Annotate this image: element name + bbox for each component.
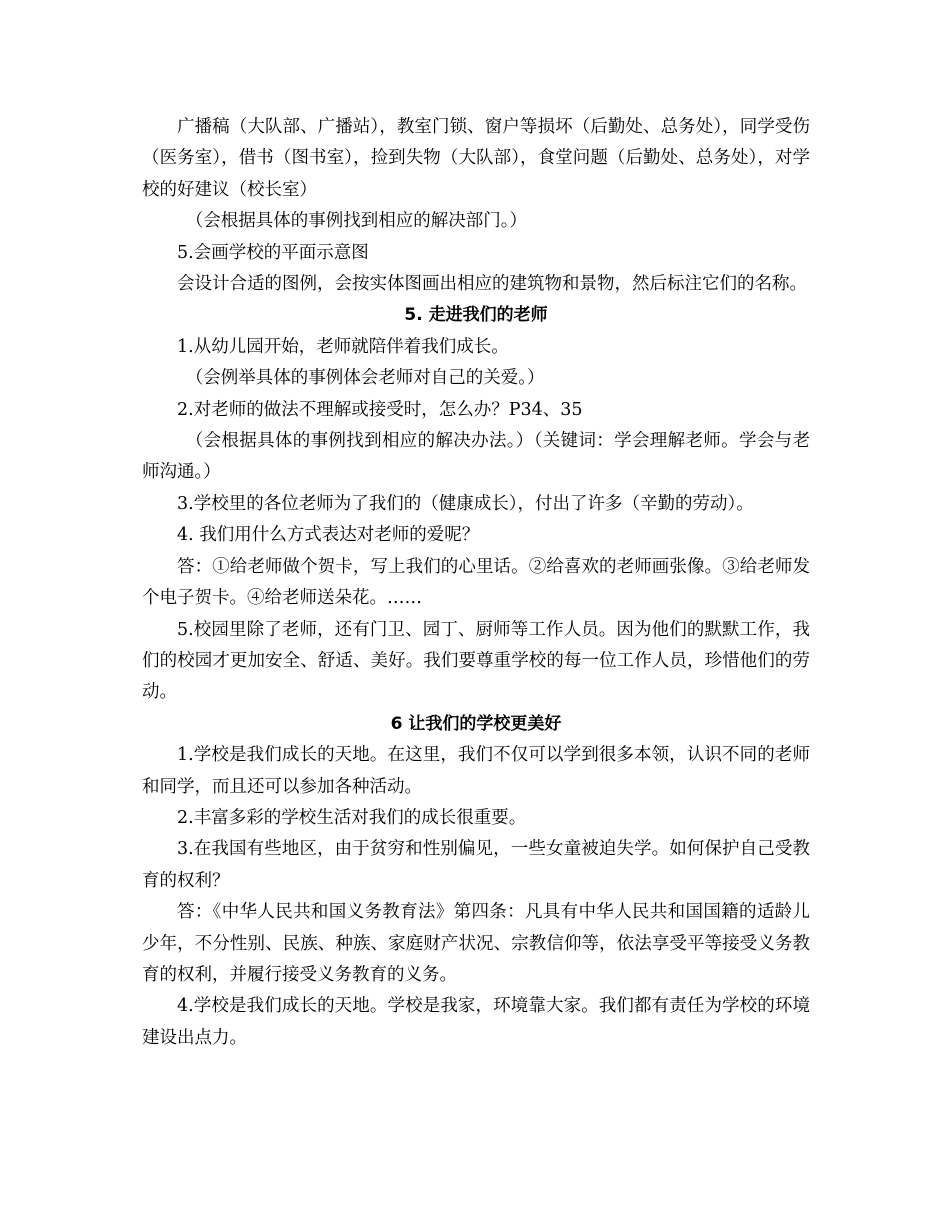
intro-departments-paragraph: 广播稿（大队部、广播站），教室门锁、窗户等损坏（后勤处、总务处），同学受伤（医务室），借书（图书室），捡到失物（大队部），食堂问题（后勤处、总务处），对学校的好建议（校长室） xyxy=(142,117,810,200)
section-5-title: 5. 走进我们的老师 xyxy=(404,305,548,326)
section-5-note: （会根据具体的事例找到相应的解决办法。）（关键词：学会理解老师。学会与老师沟通。） xyxy=(142,431,810,483)
section-6-item: 4.学校是我们成长的天地。学校是我家，环境靠大家。我们都有责任为学校的环境建设出点力。 xyxy=(142,996,810,1048)
section-6-item: 2.丰富多彩的学校生活对我们的成长很重要。 xyxy=(177,807,527,828)
section-5-item: 4. 我们用什么方式表达对老师的爱呢？ xyxy=(177,525,480,546)
document-page xyxy=(142,112,810,1054)
section-6-item: 3.在我国有些地区，由于贫穷和性别偏见，一些女童被迫失学。如何保护自己受教育的权利？ xyxy=(142,839,810,891)
section-5-note: （会例举具体的事例体会老师对自己的关爱。） xyxy=(185,368,545,389)
section-6-item: 1.学校是我们成长的天地。在这里，我们不仅可以学到很多本领，认识不同的老师和同学，而且还可以参加各种活动。 xyxy=(142,745,810,797)
section-5-item: 2.对老师的做法不理解或接受时，怎么办？P34、35 xyxy=(177,399,583,420)
section-6-answer: 答：《中华人民共和国义务教育法》第四条：凡具有中华人民共和国国籍的适龄儿少年，不分性别、民族、种族、家庭财产状况、宗教信仰等，依法享受平等接受义务教育的权利，并履行接受义务教育的义务。 xyxy=(142,902,810,985)
intro-item-5: 5.会画学校的平面示意图 xyxy=(177,242,369,263)
section-6-title: 6 让我们的学校更美好 xyxy=(390,713,562,734)
intro-note: （会根据具体的事例找到相应的解决部门。） xyxy=(185,211,527,232)
section-5-answer: 答：①给老师做个贺卡，写上我们的心里话。②给喜欢的老师画张像。③给老师发个电子贺卡。④给老师送朵花。…… xyxy=(142,556,810,609)
section-5-item: 1.从幼儿园开始，老师就陪伴着我们成长。 xyxy=(177,336,509,357)
section-5-item: 5.校园里除了老师，还有门卫、园丁、厨师等工作人员。因为他们的默默工作，我们的校园才更加安全、舒适、美好。我们要尊重学校的每一位工作人员，珍惜他们的劳动。 xyxy=(142,619,810,703)
intro-map-paragraph: 会设计合适的图例，会按实体图画出相应的建筑物和景物，然后标注它们的名称。 xyxy=(177,274,807,295)
section-5-item: 3.学校里的各位老师为了我们的（健康成长），付出了许多（辛勤的劳动）。 xyxy=(177,493,754,514)
